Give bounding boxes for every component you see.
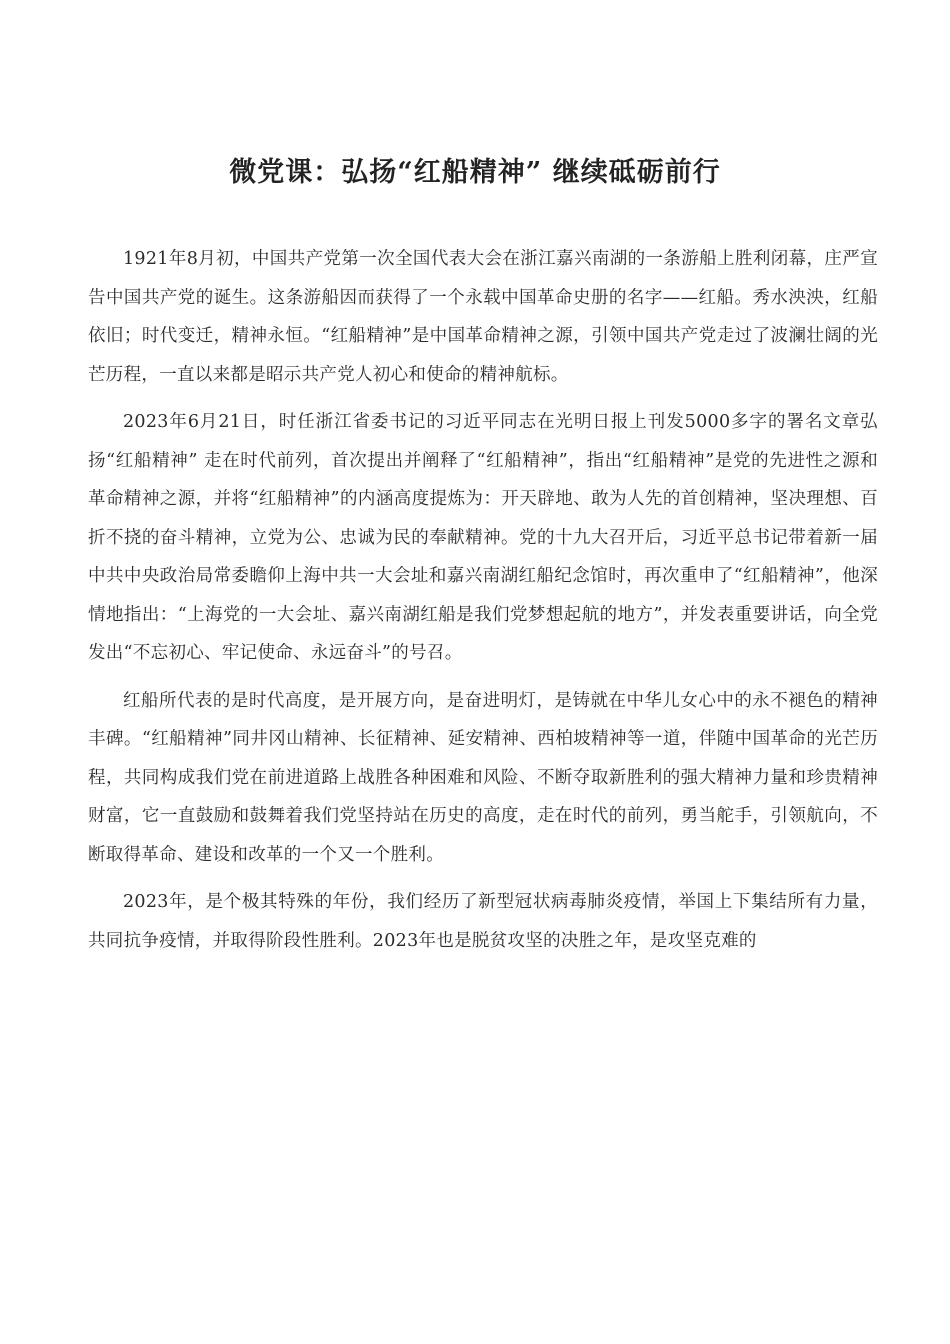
document-body [88, 240, 878, 969]
paragraph-2: 2023年6月21日，时任浙江省委书记的习近平同志在光明日报上刊发5000多字的署名文章弘扬“红船精神” 走在时代前列，首次提出并阐释了“红船精神”，指出“红船精神”是党的先进性之源和革命精神之源，并将“红船精神”的内涵高度提炼为：开天辟地、敢为人先的首创精神，坚决理想、百折不挠的奋斗精神，立党为公、忠诚为民的奉献精神。党的十九大召开后，习近平总书记带着新一届中共中央政治局常委瞻仰上海中共一大会址和嘉兴南湖红船纪念馆时，再次重申了“红船精神”，他深情地指出：“上海党的一大会址、嘉兴南湖红船是我们党梦想起航的地方”，并发表重要讲话，向全党发出“不忘初心、牢记使命、永远奋斗”的号召。 [88, 412, 878, 663]
paragraph-4: 2023年，是个极其特殊的年份，我们经历了新型冠状病毒肺炎疫情，举国上下集结所有力量，共同抗争疫情，并取得阶段性胜利。2023年也是脱贫攻坚的决胜之年，是攻坚克难的 [88, 892, 878, 951]
paragraph-3: 红船所代表的是时代高度，是开展方向，是奋进明灯，是铸就在中华儿女心中的永不褪色的精神丰碑。“红船精神”同井冈山精神、长征精神、延安精神、西柏坡精神等一道，伴随中国革命的光芒历程，共同构成我们党在前进道路上战胜各种困难和风险、不断夺取新胜利的强大精神力量和珍贵精神财富，它一直鼓励和鼓舞着我们党坚持站在历史的高度，走在时代的前列，勇当舵手，引领航向，不断取得革命、建设和改革的一个又一个胜利。 [88, 690, 878, 865]
paragraph-1: 1921年8月初，中国共产党第一次全国代表大会在浙江嘉兴南湖的一条游船上胜利闭幕，庄严宣告中国共产党的诞生。这条游船因而获得了一个永载中国革命史册的名字——红船。秀水泱泱，红船依旧；时代变迁，精神永恒。“红船精神”是中国革命精神之源，引领中国共产党走过了波澜壮阔的光芒历程，一直以来都是昭示共产党人初心和使命的精神航标。 [88, 249, 878, 385]
document-title: 微党课：弘扬“红船精神” 继续砥砺前行 [229, 157, 721, 188]
